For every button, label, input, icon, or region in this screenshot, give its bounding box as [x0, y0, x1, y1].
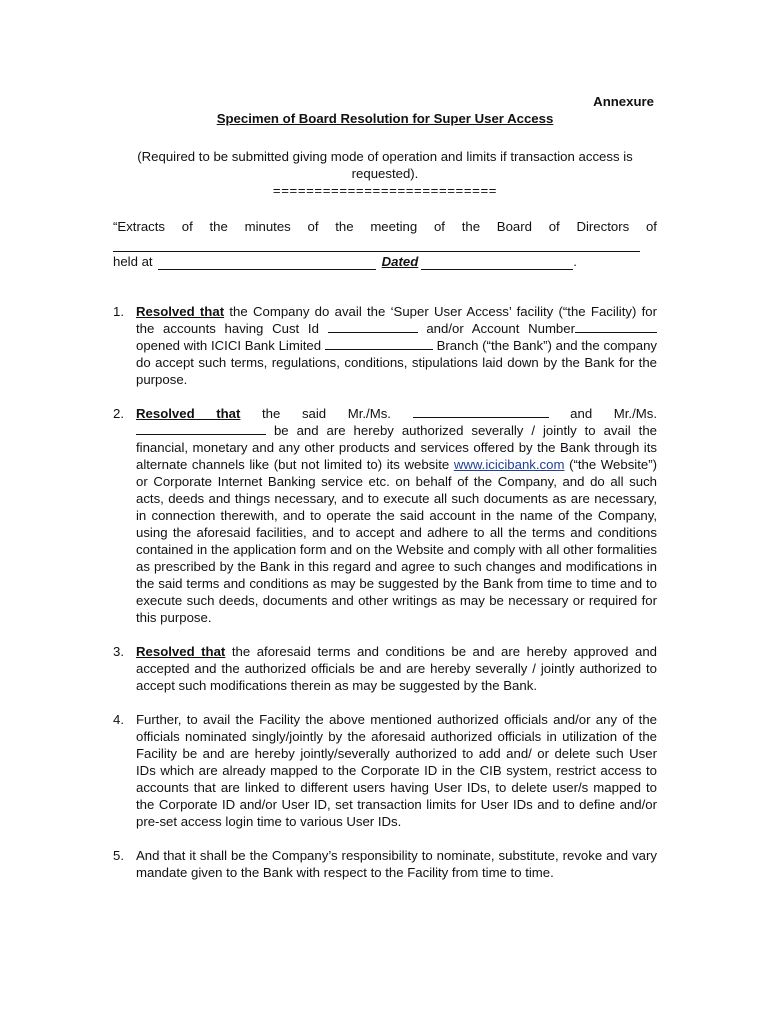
resolved-lead: Resolved that	[136, 406, 241, 421]
item-number: 5.	[113, 848, 124, 863]
extracts-word: meeting	[370, 219, 418, 234]
cust-id-blank[interactable]	[328, 321, 418, 333]
list-item	[113, 405, 657, 626]
separator-line: ===========================	[272, 183, 498, 198]
website-link[interactable]: www.icicibank.com	[453, 457, 565, 472]
official-one-blank[interactable]	[413, 406, 549, 418]
item-text: opened with ICICI Bank Limited	[136, 338, 325, 353]
extracts-word: of	[181, 219, 193, 234]
document-page	[113, 93, 657, 898]
extracts-word: of	[433, 219, 445, 234]
extracts-word: of	[548, 219, 560, 234]
held-at-end: .	[573, 254, 577, 269]
extracts-word: “Extracts	[113, 219, 166, 234]
extracts-word: the	[461, 219, 481, 234]
resolution-list	[113, 303, 657, 881]
submission-note: (Required to be submitted giving mode of operation and limits if transaction access is requested).	[137, 149, 633, 181]
held-at-label: held at	[113, 254, 153, 269]
venue-blank[interactable]	[158, 257, 376, 270]
item-text: and/or Account Number	[417, 321, 575, 336]
dated-label: Dated	[381, 254, 419, 269]
extracts-word: of	[645, 219, 657, 234]
branch-blank[interactable]	[325, 338, 433, 350]
extracts-word: of	[307, 219, 319, 234]
resolved-lead: Resolved that	[136, 304, 225, 319]
annexure-label: Annexure	[593, 94, 654, 109]
item-text: (“the Website”) or Corporate Internet Banking service etc. on behalf of the Company, and do all such acts, deeds and things necessary, and to execute all such documents as are necessary, in connection therewith, and to operate the said account in the name of the Company, using the aforesaid facilities, and to accept and adhere to all the terms and conditions contained in the application form and on the Website and comply with all other formalities as prescribed by the Bank in this regard and agree to such changes and modifications in the said terms and conditions as may be suggested by the Bank from time to time and to execute such deeds, documents and other writings as may be necessary or required for this purpose.	[136, 457, 657, 625]
list-item	[113, 847, 657, 881]
item-text: be and are hereby authorized severally / jointly to avail the financial, monetary and any other products and services offered by the Bank through its alternate channels like (but not limited to) its website	[136, 423, 657, 472]
extracts-word: Board	[496, 219, 532, 234]
item-text: the aforesaid terms and conditions be and are hereby approved and accepted and the authorized officials be and are hereby severally / jointly authorized to accept such modifications therein as may be suggested by the Bank.	[136, 644, 657, 693]
document-title: Specimen of Board Resolution for Super User Access	[216, 111, 554, 126]
resolved-lead: Resolved that	[136, 644, 226, 659]
held-at-line	[113, 253, 657, 270]
list-item	[113, 711, 657, 830]
item-text: and Mr./Ms.	[548, 406, 657, 421]
list-item	[113, 643, 657, 694]
account-number-blank[interactable]	[575, 321, 657, 333]
item-number: 1.	[113, 304, 124, 319]
extracts-word: the	[209, 219, 228, 234]
list-item	[113, 303, 657, 388]
extracts-line	[113, 218, 657, 235]
item-number: 3.	[113, 644, 124, 659]
item-text: the Company do avail the ‘Super User Access’ facility (“the Facility) for the accounts having Cust Id	[136, 304, 658, 336]
extracts-word: Directors	[576, 219, 630, 234]
extracts-word: minutes	[244, 219, 291, 234]
company-name-blank[interactable]	[113, 239, 640, 252]
item-number: 2.	[113, 406, 124, 421]
date-blank[interactable]	[421, 257, 573, 270]
item-text: Branch (“the Bank”) and the company do accept such terms, regulations, conditions, stipulations laid down by the Bank for the purpose.	[136, 338, 657, 387]
extracts-word: the	[335, 219, 354, 234]
item-text: the said Mr./Ms.	[240, 406, 413, 421]
item-text: Further, to avail the Facility the above mentioned authorized officials and/or any of the officials nominated singly/jointly by the aforesaid authorized officials in utilization of the Facility be and are hereby jointly/severally authorized to add and/ or delete such User IDs which are already mapped to the Corporate ID in the CIB system, restrict access to accounts that are linked to different users having User IDs, to delete user/s mapped to the Corporate ID and/or User ID, set transaction limits for User IDs and to define and/or pre-set access login time to various User IDs.	[136, 712, 657, 829]
item-text: And that it shall be the Company’s responsibility to nominate, substitute, revoke and vary mandate given to the Bank with respect to the Facility from time to time.	[136, 848, 657, 880]
item-number: 4.	[113, 712, 124, 727]
official-two-blank[interactable]	[136, 423, 266, 435]
